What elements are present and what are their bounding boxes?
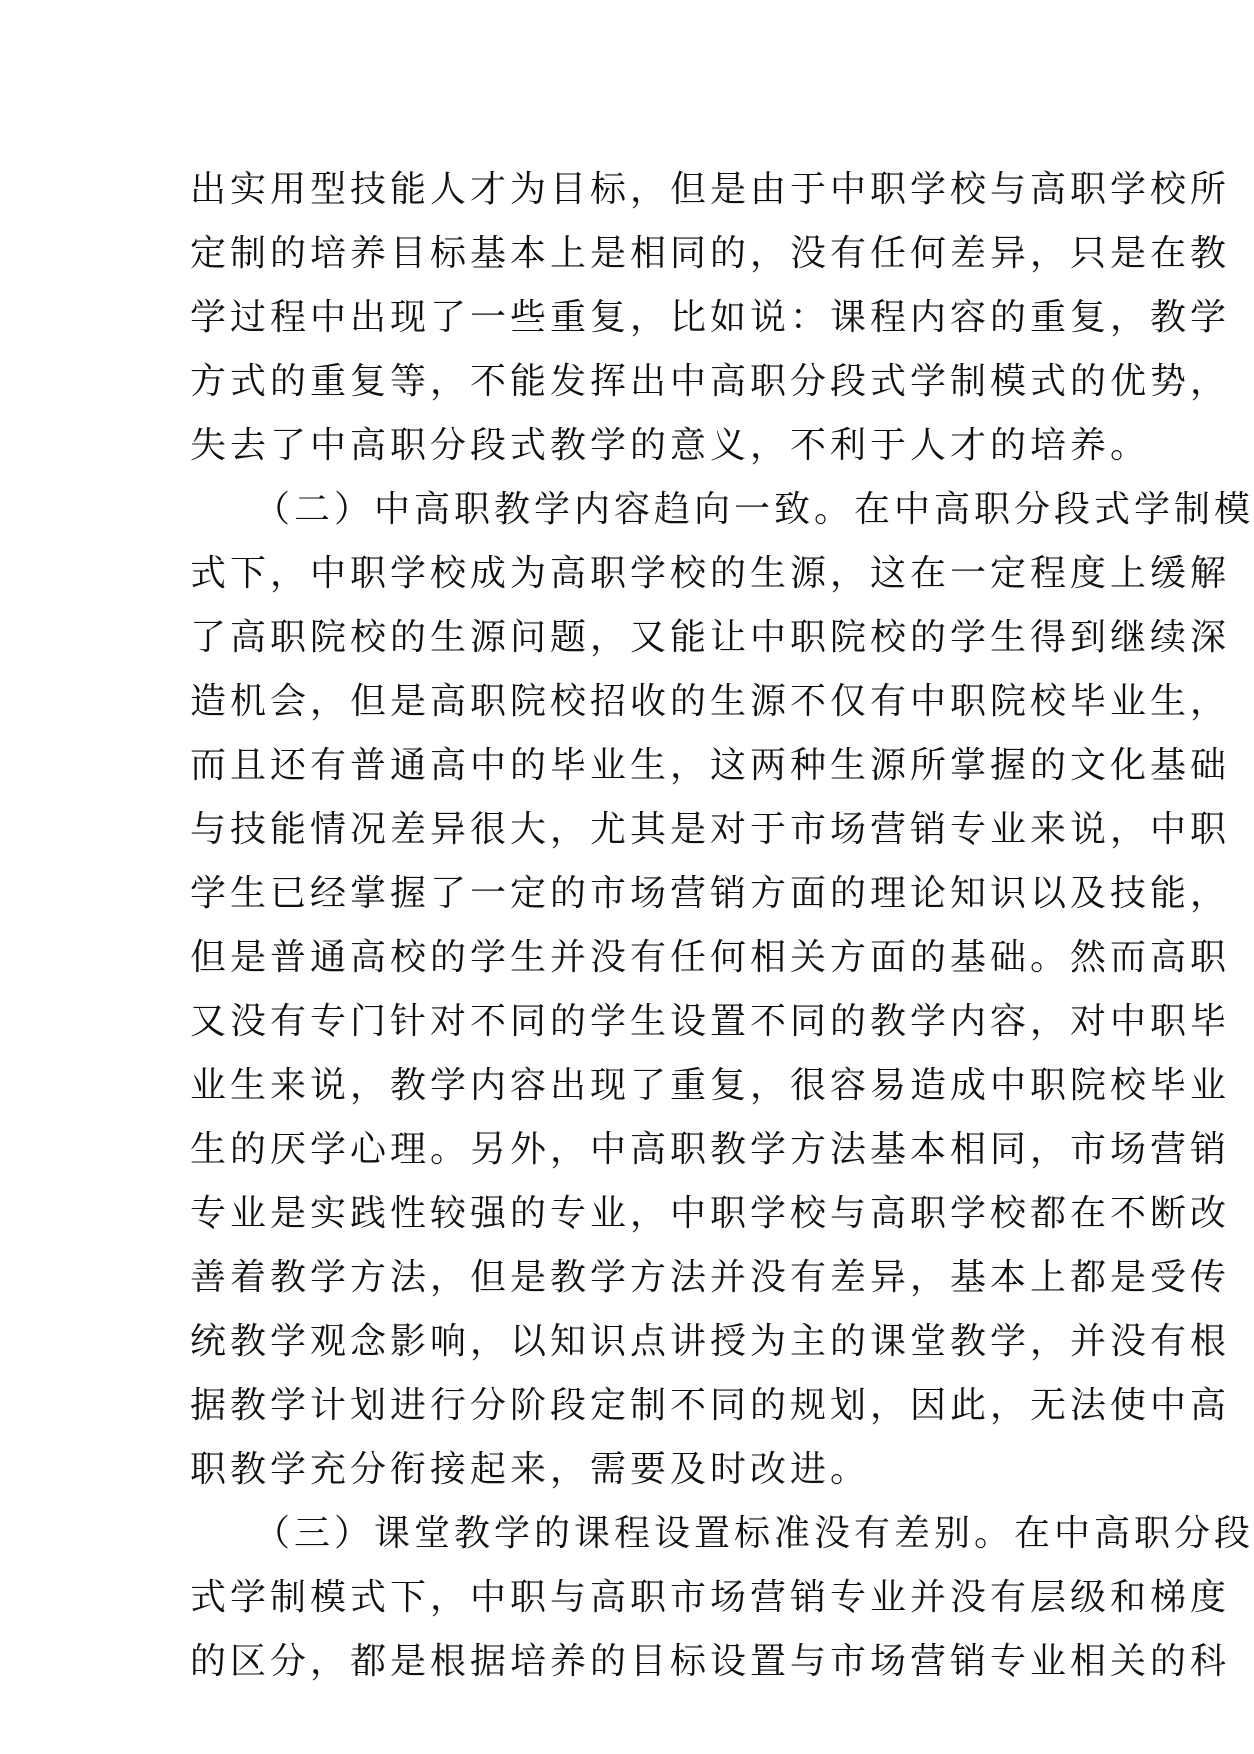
text-line: 职教学充分衔接起来，需要及时改进。 xyxy=(190,1449,871,1490)
text-line: 据教学计划进行分阶段定制不同的规划，因此，无法使中高 xyxy=(190,1385,1231,1426)
text-line: 造机会，但是高职院校招收的生源不仅有中职院校毕业生， xyxy=(190,681,1231,722)
text-line: 定制的培养目标基本上是相同的，没有任何差异，只是在教 xyxy=(190,233,1231,274)
text-line: 业生来说，教学内容出现了重复，很容易造成中职院校毕业 xyxy=(190,1065,1231,1106)
text-line: 方式的重复等，不能发挥出中高职分段式学制模式的优势， xyxy=(190,361,1231,402)
text-line: 的区分，都是根据培养的目标设置与市场营销专业相关的科 xyxy=(190,1641,1231,1682)
text-line: 但是普通高校的学生并没有任何相关方面的基础。然而高职 xyxy=(190,937,1231,978)
text-line: 式下，中职学校成为高职学校的生源，这在一定程度上缓解 xyxy=(190,553,1231,594)
text-line: 统教学观念影响，以知识点讲授为主的课堂教学，并没有根 xyxy=(190,1321,1231,1362)
text-line: 失去了中高职分段式教学的意义，不利于人才的培养。 xyxy=(190,425,1151,466)
text-line: 又没有专门针对不同的学生设置不同的教学内容，对中职毕 xyxy=(190,1001,1231,1042)
text-line: 生的厌学心理。另外，中高职教学方法基本相同，市场营销 xyxy=(190,1129,1231,1170)
text-line: 学过程中出现了一些重复，比如说：课程内容的重复，教学 xyxy=(190,297,1231,338)
text-line: 式学制模式下，中职与高职市场营销专业并没有层级和梯度 xyxy=(190,1577,1231,1618)
text-line: 与技能情况差异很大，尤其是对于市场营销专业来说，中职 xyxy=(190,809,1231,850)
text-line: 学生已经掌握了一定的市场营销方面的理论知识以及技能， xyxy=(190,873,1231,914)
text-line: 了高职院校的生源问题，又能让中职院校的学生得到继续深 xyxy=(190,617,1231,658)
text-line: 善着教学方法，但是教学方法并没有差异，基本上都是受传 xyxy=(190,1257,1231,1298)
section-heading-line: （二）中高职教学内容趋向一致。在中高职分段式学制模 xyxy=(254,489,1254,530)
section-heading-line: （三）课堂教学的课程设置标准没有差别。在中高职分段 xyxy=(254,1513,1254,1554)
text-line: 而且还有普通高中的毕业生，这两种生源所掌握的文化基础 xyxy=(190,745,1231,786)
text-line: 出实用型技能人才为目标，但是由于中职学校与高职学校所 xyxy=(190,169,1231,210)
body-text xyxy=(190,158,1254,1694)
text-line: 专业是实践性较强的专业，中职学校与高职学校都在不断改 xyxy=(190,1193,1231,1234)
